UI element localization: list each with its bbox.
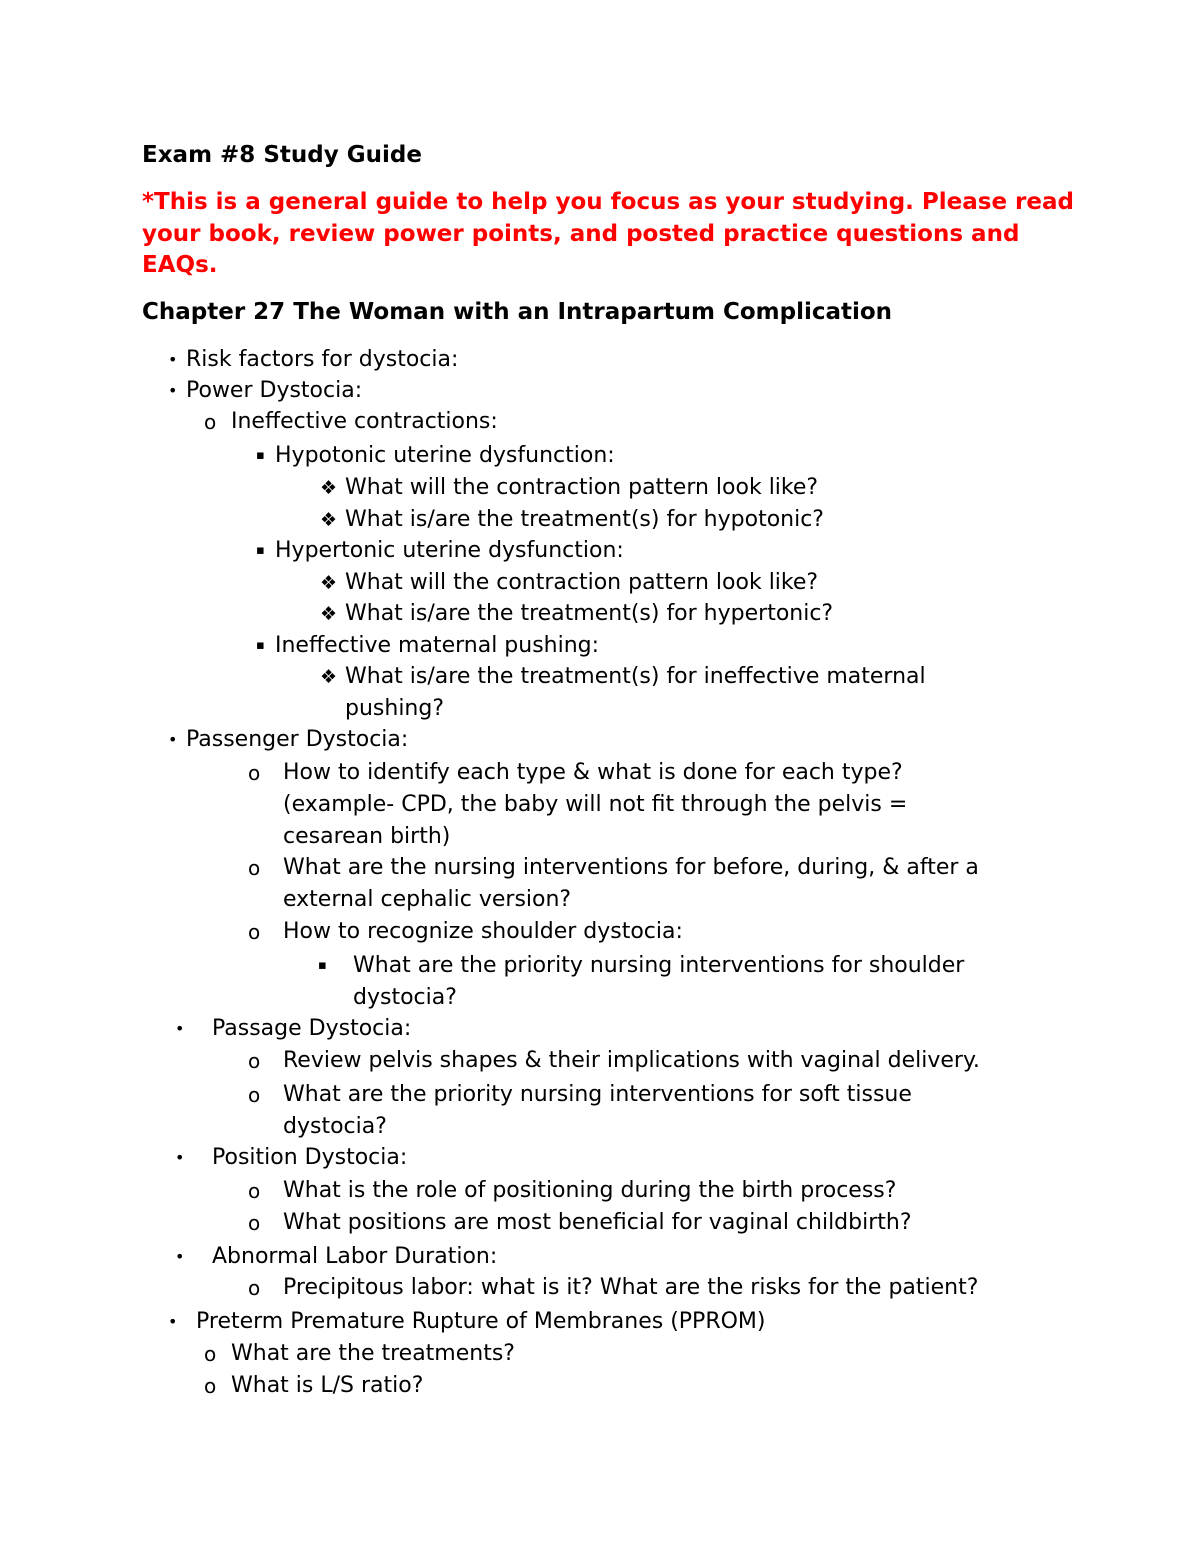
circle-bullet-marker: o xyxy=(248,761,261,785)
circle-bullet-marker: o xyxy=(248,1211,261,1235)
outline-item-level-1: Abnormal Labor Duration: xyxy=(212,1244,498,1269)
diamond-bullet-icon: ❖ xyxy=(320,603,338,625)
outline-item-level-2: What is the role of positioning during the birth process? xyxy=(283,1178,897,1203)
document-title: Exam #8 Study Guide xyxy=(142,142,422,168)
outline-item-level-4: What is/are the treatment(s) for hypertonic? xyxy=(345,601,834,626)
outline-item-level-3: What are the priority nursing interventions for shoulder dystocia? xyxy=(353,953,965,1010)
circle-bullet-marker: o xyxy=(204,1342,217,1366)
square-bullet-marker: ▪ xyxy=(256,543,265,558)
diamond-bullet-icon: ❖ xyxy=(320,572,338,594)
study-note: *This is a general guide to help you focus as your studying. Please read your book, review power points, and posted practice questions and EAQs. xyxy=(142,189,1074,278)
outline-item-level-3: Hypotonic uterine dysfunction: xyxy=(275,443,615,468)
bullet-marker: • xyxy=(168,1312,178,1331)
diamond-bullet-icon: ❖ xyxy=(320,509,338,531)
outline-item-level-3: Hypertonic uterine dysfunction: xyxy=(275,538,624,563)
outline-item-level-1: Risk factors for dystocia: xyxy=(186,347,459,372)
outline-item-level-3: Ineffective maternal pushing: xyxy=(275,633,600,658)
outline-item-level-2: What are the nursing interventions for before, during, & after a external cephalic version? xyxy=(283,855,979,912)
square-bullet-marker: ▪ xyxy=(318,958,327,973)
bullet-marker: • xyxy=(175,1148,185,1167)
circle-bullet-marker: o xyxy=(204,410,217,434)
circle-bullet-marker: o xyxy=(248,1049,261,1073)
outline-item-level-1: Preterm Premature Rupture of Membranes (PPROM) xyxy=(196,1309,766,1334)
outline-item-level-1: Position Dystocia: xyxy=(212,1145,408,1170)
square-bullet-marker: ▪ xyxy=(256,638,265,653)
bullet-marker: • xyxy=(175,1019,185,1038)
outline-item-level-2: How to identify each type & what is done for each type? (example- CPD, the baby will not fit through the pelvis = cesarean birth) xyxy=(283,760,908,849)
outline-item-level-4: What will the contraction pattern look like? xyxy=(345,570,819,595)
outline-item-level-4: What is/are the treatment(s) for ineffective maternal pushing? xyxy=(345,664,926,721)
outline-item-level-2: Ineffective contractions: xyxy=(231,409,498,434)
outline-item-level-2: How to recognize shoulder dystocia: xyxy=(283,919,683,944)
bullet-marker: • xyxy=(168,350,178,369)
outline-item-level-4: What is/are the treatment(s) for hypotonic? xyxy=(345,507,824,532)
bullet-marker: • xyxy=(168,730,178,749)
outline-item-level-2: What are the priority nursing interventions for soft tissue dystocia? xyxy=(283,1082,912,1139)
outline-item-level-1: Passenger Dystocia: xyxy=(186,727,409,752)
outline-item-level-1: Passage Dystocia: xyxy=(212,1016,412,1041)
outline-item-level-1: Power Dystocia: xyxy=(186,378,363,403)
chapter-heading: Chapter 27 The Woman with an Intrapartum Complication xyxy=(142,299,893,325)
diamond-bullet-icon: ❖ xyxy=(320,477,338,499)
circle-bullet-marker: o xyxy=(248,856,261,880)
square-bullet-marker: ▪ xyxy=(256,448,265,463)
bullet-marker: • xyxy=(175,1247,185,1266)
circle-bullet-marker: o xyxy=(248,1083,261,1107)
outline-item-level-2: What positions are most beneficial for vaginal childbirth? xyxy=(283,1210,912,1235)
outline-item-level-4: What will the contraction pattern look like? xyxy=(345,475,819,500)
outline-item-level-2: What are the treatments? xyxy=(231,1341,515,1366)
bullet-marker: • xyxy=(168,381,178,400)
circle-bullet-marker: o xyxy=(248,1179,261,1203)
circle-bullet-marker: o xyxy=(204,1374,217,1398)
outline-item-level-2: What is L/S ratio? xyxy=(231,1373,424,1398)
outline-item-level-2: Precipitous labor: what is it? What are the risks for the patient? xyxy=(283,1275,979,1300)
outline-item-level-2: Review pelvis shapes & their implications with vaginal delivery. xyxy=(283,1048,980,1073)
circle-bullet-marker: o xyxy=(248,1276,261,1300)
diamond-bullet-icon: ❖ xyxy=(320,666,338,688)
circle-bullet-marker: o xyxy=(248,920,261,944)
